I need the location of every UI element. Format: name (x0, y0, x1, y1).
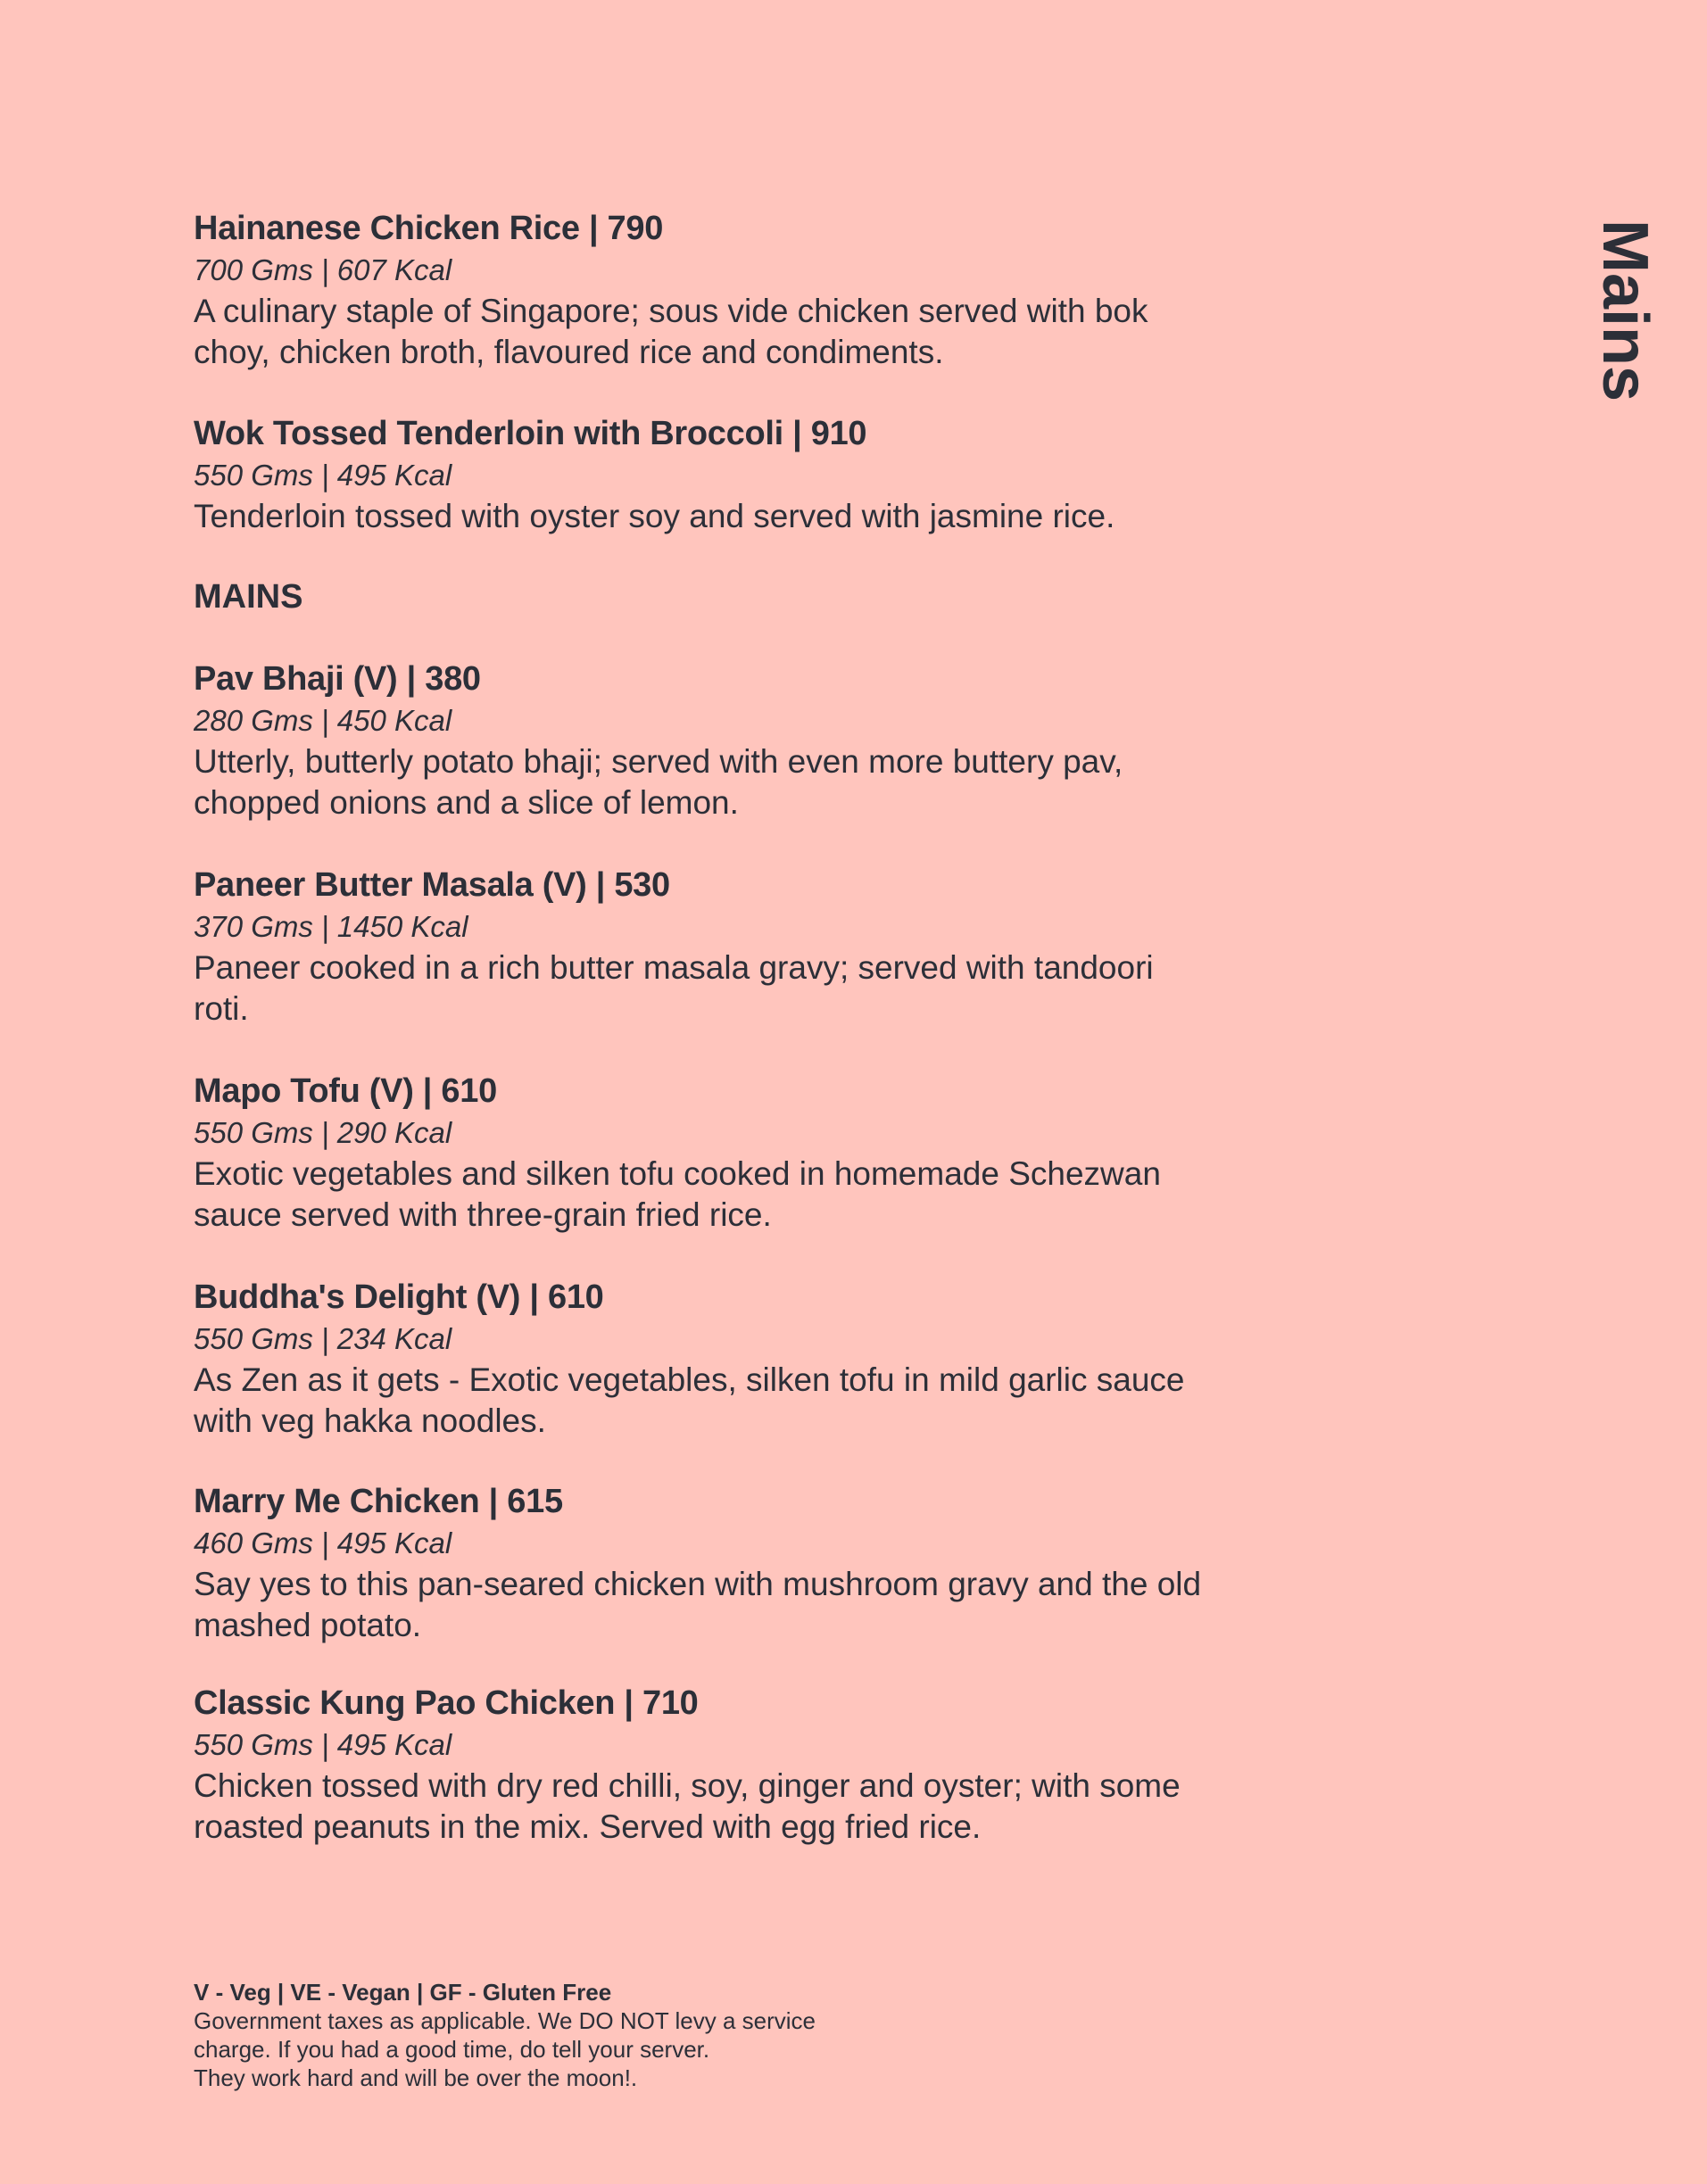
item-title: Marry Me Chicken | 615 (194, 1483, 563, 1520)
item-meta: 280 Gms | 450 Kcal (194, 704, 452, 737)
item-meta: 550 Gms | 290 Kcal (194, 1116, 452, 1149)
item-title: Wok Tossed Tenderloin with Broccoli | 910 (194, 415, 867, 452)
item-title: Pav Bhaji (V) | 380 (194, 660, 481, 698)
menu-item (194, 1276, 1211, 1442)
menu-item (194, 864, 1211, 1030)
item-description: Say yes to this pan-seared chicken with mushroom gravy and the old mashed potato. (194, 1566, 1202, 1643)
item-description: As Zen as it gets - Exotic vegetables, silken tofu in mild garlic sauce with veg hakka noodles. (194, 1361, 1185, 1439)
item-title: Mapo Tofu (V) | 610 (194, 1072, 497, 1110)
footer-notes (194, 1978, 997, 2092)
menu-item (194, 412, 1211, 537)
menu-item (194, 658, 1211, 823)
item-meta: 370 Gms | 1450 Kcal (194, 910, 468, 943)
section-heading: MAINS (194, 578, 303, 616)
item-title: Hainanese Chicken Rice | 790 (194, 210, 664, 247)
footer-note-line: charge. If you had a good time, do tell your server. (194, 2036, 710, 2063)
item-meta: 460 Gms | 495 Kcal (194, 1526, 452, 1559)
footer-note-line: They work hard and will be over the moon!. (194, 2064, 638, 2091)
item-title: Buddha's Delight (V) | 610 (194, 1278, 604, 1316)
item-title: Classic Kung Pao Chicken | 710 (194, 1684, 699, 1722)
menu-item (194, 1070, 1211, 1236)
item-meta: 700 Gms | 607 Kcal (194, 253, 452, 286)
footer-note-line: Government taxes as applicable. We DO NOT levy a service (194, 2007, 816, 2034)
item-description: Paneer cooked in a rich butter masala gravy; served with tandoori roti. (194, 949, 1154, 1027)
menu-item (194, 207, 1211, 373)
item-meta: 550 Gms | 495 Kcal (194, 459, 452, 492)
item-meta: 550 Gms | 495 Kcal (194, 1728, 452, 1761)
item-description: Tenderloin tossed with oyster soy and served with jasmine rice. (194, 498, 1115, 534)
item-description: Exotic vegetables and silken tofu cooked in homemade Schezwan sauce served with three-grain fried rice. (194, 1155, 1161, 1233)
item-description: Utterly, butterly potato bhaji; served with even more buttery pav, chopped onions and a slice of lemon. (194, 743, 1123, 821)
item-title: Paneer Butter Masala (V) | 530 (194, 866, 670, 904)
menu-item (194, 1682, 1211, 1848)
item-meta: 550 Gms | 234 Kcal (194, 1322, 452, 1355)
menu-content (194, 207, 1211, 1848)
menu-item (194, 1480, 1211, 1646)
side-title: Mains (1589, 219, 1661, 402)
dietary-legend: V - Veg | VE - Vegan | GF - Gluten Free (194, 1979, 612, 2006)
item-description: Chicken tossed with dry red chilli, soy, ginger and oyster; with some roasted peanuts in the mix. Served with egg fried rice. (194, 1767, 1181, 1845)
item-description: A culinary staple of Singapore; sous vide chicken served with bok choy, chicken broth, flavoured rice and condiments. (194, 293, 1148, 370)
